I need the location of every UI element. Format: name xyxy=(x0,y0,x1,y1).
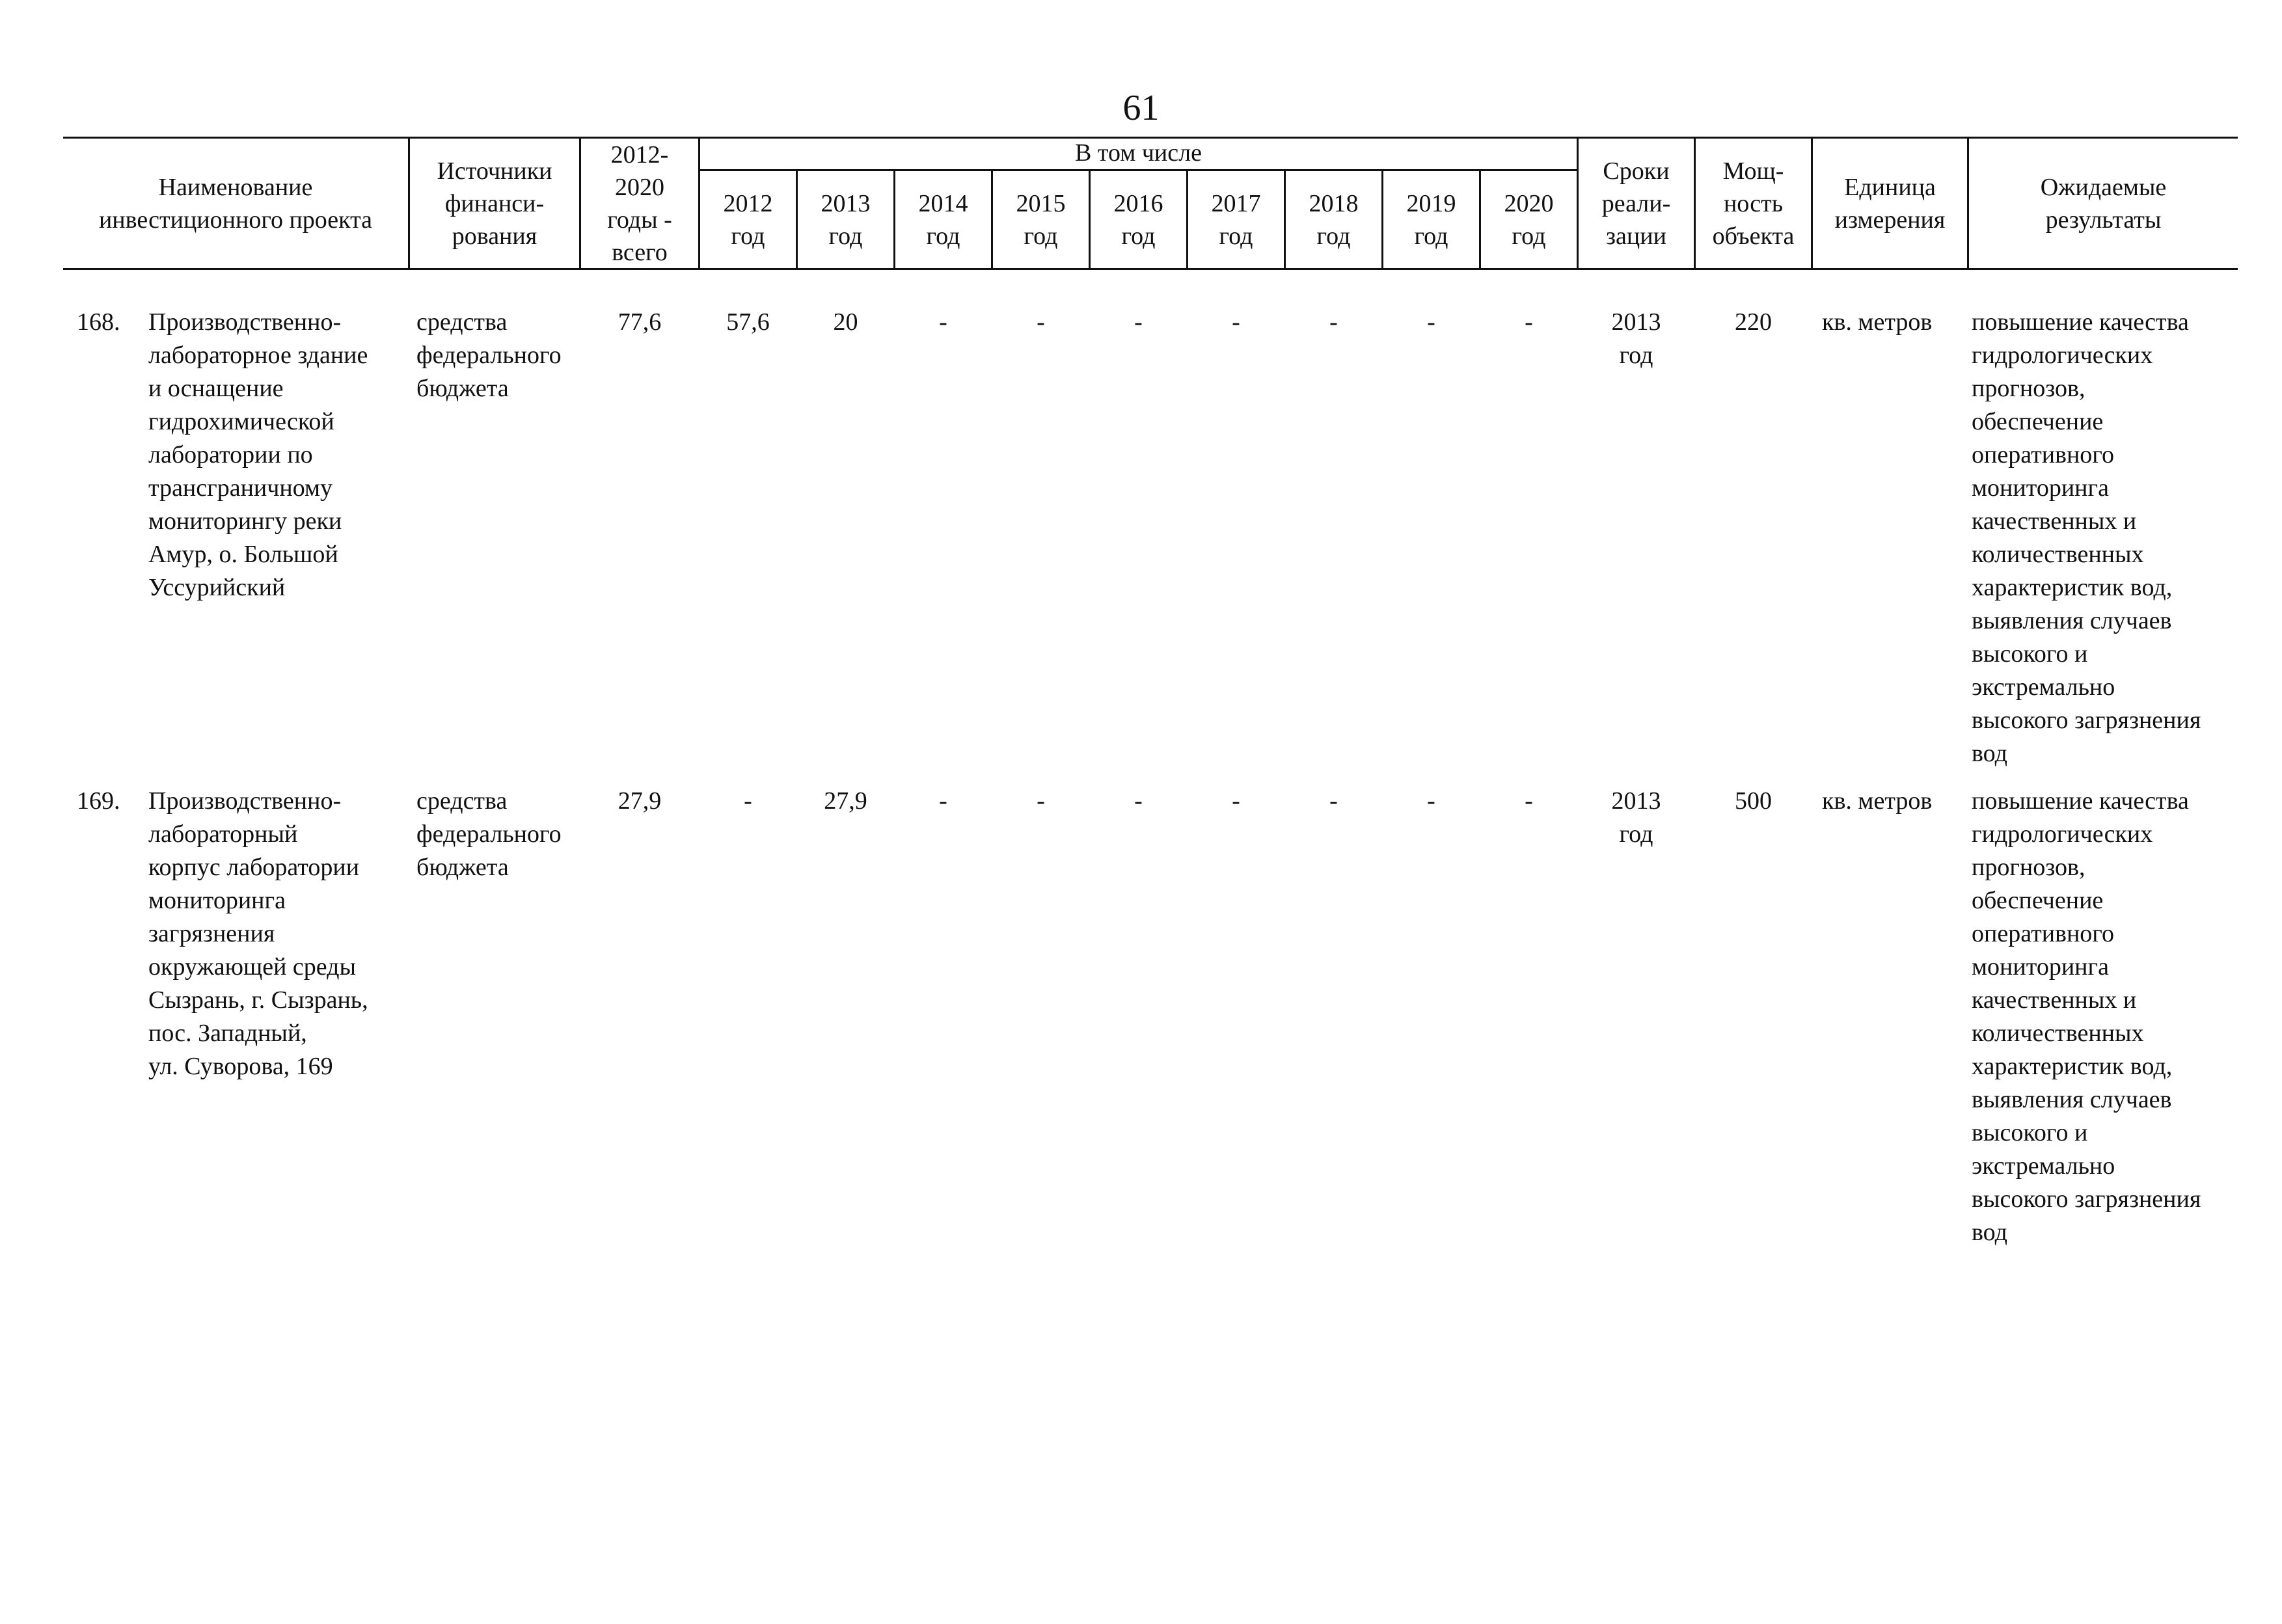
expected-result: повышение качества гидрологических прогнозов, обеспечение оперативного мониторинга качественных и количественных характеристик вод, выявления случаев высокого и экстремально высокого загрязнения вод xyxy=(1972,308,2201,767)
year-2012-value: - xyxy=(744,787,752,815)
year-2017-value: - xyxy=(1232,787,1240,815)
header-year-2014: 2014 год xyxy=(918,190,968,250)
header-total: 2012- 2020 годы - всего xyxy=(607,141,672,266)
year-2018-value: - xyxy=(1329,308,1338,336)
funding-source: средства федерального бюджета xyxy=(416,787,562,881)
header-year-2019: 2019 год xyxy=(1406,190,1456,250)
total-value: 77,6 xyxy=(618,308,662,336)
capacity-value: 220 xyxy=(1735,308,1772,336)
year-2013-value: 20 xyxy=(833,308,858,336)
year-2019-value: - xyxy=(1427,787,1435,815)
header-year-2018: 2018 год xyxy=(1309,190,1359,250)
year-2015-value: - xyxy=(1037,308,1045,336)
project-name: Производственно- лабораторное здание и оснащение гидрохимической лаборатории по трансграничному мониторингу реки Амур, о. Большой Уссурийский xyxy=(148,308,368,601)
project-name: Производственно- лабораторный корпус лаборатории мониторинга загрязнения окружающей среды Сызрань, г. Сызрань, пос. Западный, ул. Суворова, 169 xyxy=(148,787,368,1080)
year-2018-value: - xyxy=(1329,787,1338,815)
unit-value: кв. метров xyxy=(1822,308,1933,336)
header-unit: Единица измерения xyxy=(1834,173,1946,234)
header-project-name: Наименование инвестиционного проекта xyxy=(98,173,373,234)
year-2014-value: - xyxy=(939,787,947,815)
implementation-term: 2013 год xyxy=(1611,308,1661,369)
row-number: 169. xyxy=(77,787,120,815)
year-2020-value: - xyxy=(1525,787,1533,815)
year-2016-value: - xyxy=(1134,308,1143,336)
implementation-term: 2013 год xyxy=(1611,787,1661,848)
capacity-value: 500 xyxy=(1735,787,1772,815)
expected-result: повышение качества гидрологических прогнозов, обеспечение оперативного мониторинга качественных и количественных характеристик вод, выявления случаев высокого и экстремально высокого загрязнения вод xyxy=(1972,787,2201,1246)
header-terms: Сроки реали- зации xyxy=(1601,157,1671,250)
row-number: 168. xyxy=(77,308,120,336)
total-value: 27,9 xyxy=(618,787,662,815)
table-header xyxy=(63,137,2238,270)
year-2016-value: - xyxy=(1134,787,1143,815)
header-year-2017: 2017 год xyxy=(1211,190,1261,250)
header-year-2020: 2020 год xyxy=(1504,190,1554,250)
year-2014-value: - xyxy=(939,308,947,336)
header-year-2015: 2015 год xyxy=(1016,190,1066,250)
funding-source: средства федерального бюджета xyxy=(416,308,562,402)
page-number: 61 xyxy=(1122,88,1160,128)
year-2012-value: 57,6 xyxy=(726,308,770,336)
unit-value: кв. метров xyxy=(1822,787,1933,815)
header-year-2013: 2013 год xyxy=(821,190,871,250)
year-2019-value: - xyxy=(1427,308,1435,336)
header-including: В том числе xyxy=(1075,139,1202,167)
year-2020-value: - xyxy=(1525,308,1533,336)
header-year-2016: 2016 год xyxy=(1113,190,1163,250)
header-year-2012: 2012 год xyxy=(723,190,773,250)
header-expected-results: Ожидаемые результаты xyxy=(2040,173,2167,234)
year-2015-value: - xyxy=(1037,787,1045,815)
year-2017-value: - xyxy=(1232,308,1240,336)
header-funding-sources: Источники финанси- рования xyxy=(437,157,552,250)
year-2013-value: 27,9 xyxy=(824,787,867,815)
header-capacity: Мощ- ность объекта xyxy=(1712,157,1795,250)
